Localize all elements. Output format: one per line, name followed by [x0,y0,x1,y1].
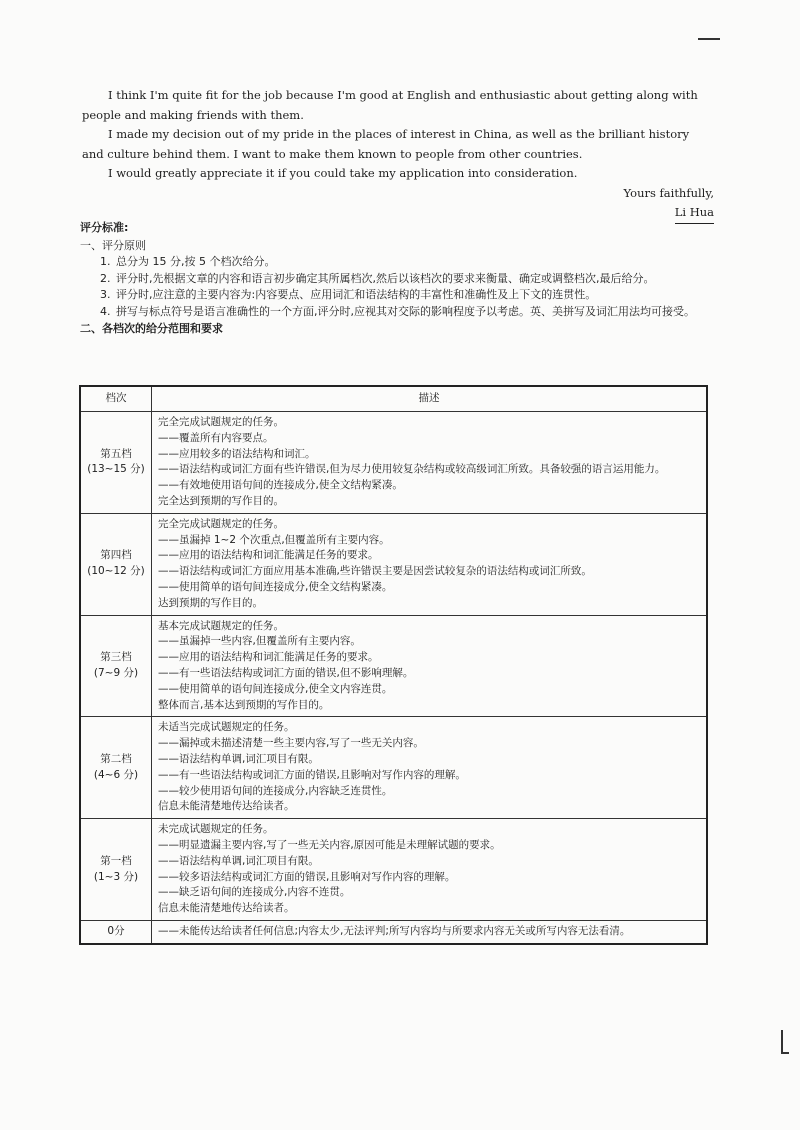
principles-list [80,254,716,320]
description-line: 未完成试题规定的任务。 [158,823,274,836]
description-line: ——有一些语法结构或词汇方面的错误,且影响对写作内容的理解。 [158,768,466,781]
principle-item: 3. 评分时,应注意的主要内容为:内容要点、应用词汇和语法结构的丰富性和准确性及上下文的连贯性。 [114,287,716,304]
description-line: ——有效地使用语句间的连接成分,使全文结构紧凑。 [158,479,403,492]
description-line: 完全达到预期的写作目的。 [158,494,284,507]
level-range: (13~15 分) [87,463,145,476]
table-header-row [80,386,707,412]
letter-closing: Yours faithfully, [623,185,714,200]
level-range: (1~3 分) [93,870,139,883]
sample-letter [82,86,714,224]
level-range: (10~12 分) [87,565,145,578]
description-line: ——应用的语法结构和词汇能满足任务的要求。 [158,549,379,562]
description-cell [152,513,708,615]
letter-signature: Li Hua [675,203,714,224]
grading-table [79,385,708,945]
description-line: ——应用较多的语法结构和词汇。 [158,447,316,460]
description-line: ——较少使用语句间的连接成分,内容缺乏连贯性。 [158,784,393,797]
description-line: ——使用简单的语句间连接成分,使全文结构紧凑。 [158,580,393,593]
level-name: 第四档 [100,549,132,562]
description-line: ——虽漏掉一些内容,但覆盖所有主要内容。 [158,635,361,648]
level-name: 第五档 [100,447,132,460]
level-name: 第三档 [100,651,132,664]
level-cell [80,717,152,819]
description-line: ——覆盖所有内容要点。 [158,431,274,444]
table-row [80,920,707,943]
description-line: 完全完成试题规定的任务。 [158,517,284,530]
level-cell [80,920,152,943]
description-line: ——漏掉或未描述清楚一些主要内容,写了一些无关内容。 [158,737,424,750]
level-cell [80,412,152,514]
description-line: 信息未能清楚地传达给读者。 [158,800,295,813]
description-line: 基本完成试题规定的任务。 [158,619,284,632]
table-row [80,717,707,819]
level-name: 0分 [107,924,125,937]
level-range: (4~6 分) [93,768,139,781]
page-edge-mark [781,1030,789,1054]
description-cell [152,412,708,514]
letter-paragraph: I think I'm quite fit for the job because I'm good at English and enthusiastic about getting along with people and making friends with them. [82,88,698,122]
description-line: ——缺乏语句间的连接成分,内容不连贯。 [158,886,351,899]
table-row [80,513,707,615]
page-corner-mark [698,38,720,40]
description-cell [152,819,708,921]
description-line: ——应用的语法结构和词汇能满足任务的要求。 [158,651,379,664]
description-line: ——明显遗漏主要内容,写了一些无关内容,原因可能是未理解试题的要求。 [158,838,501,851]
section-levels-title: 二、各档次的给分范围和要求 [80,322,223,335]
header-level: 档次 [80,386,152,412]
description-line: 信息未能清楚地传达给读者。 [158,902,295,915]
description-line: ——语法结构单调,词汇项目有限。 [158,854,319,867]
description-line: 未适当完成试题规定的任务。 [158,721,295,734]
description-line: ——语法结构或词汇方面应用基本准确,些许错误主要是因尝试较复杂的语法结构或词汇所致。 [158,565,592,578]
principle-item: 4. 拼写与标点符号是语言准确性的一个方面,评分时,应视其对交际的影响程度予以考虑。英、美拼写及词汇用法均可接受。 [114,304,716,321]
description-line: ——未能传达给读者任何信息;内容太少,无法评判;所写内容均与所要求内容无关或所写内容无法看清。 [158,924,631,937]
description-line: 达到预期的写作目的。 [158,596,263,609]
level-range: (7~9 分) [93,666,139,679]
letter-paragraph: I made my decision out of my pride in the places of interest in China, as well as the brilliant history and culture behind them. I want to make them known to people from other countries. [82,127,690,161]
description-cell [152,920,708,943]
description-line: ——使用简单的语句间连接成分,使全文内容连贯。 [158,682,393,695]
description-line: ——语法结构或词汇方面有些许错误,但为尽力使用较复杂结构或较高级词汇所致。具备较强的语言运用能力。 [158,463,666,476]
level-cell [80,513,152,615]
description-cell [152,615,708,717]
table-row [80,412,707,514]
section-principles-title: 一、评分原则 [80,238,146,252]
level-cell [80,615,152,717]
description-line: 完全完成试题规定的任务。 [158,416,284,428]
level-cell [80,819,152,921]
principle-item: 2. 评分时,先根据文章的内容和语言初步确定其所属档次,然后以该档次的要求来衡量、确定或调整档次,最后给分。 [114,271,716,288]
table-row [80,819,707,921]
description-line: ——较多语法结构或词汇方面的错误,且影响对写作内容的理解。 [158,870,456,883]
description-line: ——虽漏掉 1~2 个次重点,但覆盖所有主要内容。 [158,533,390,546]
level-name: 第一档 [100,854,132,867]
letter-paragraph: I would greatly appreciate it if you could take my application into consideration. [108,166,578,180]
table-row [80,615,707,717]
header-description: 描述 [152,386,708,412]
description-line: 整体而言,基本达到预期的写作目的。 [158,698,330,711]
principle-item: 1. 总分为 15 分,按 5 个档次给分。 [114,254,716,271]
scoring-criteria [80,220,716,338]
description-line: ——有一些语法结构或词汇方面的错误,但不影响理解。 [158,666,414,679]
level-name: 第二档 [100,752,132,765]
criteria-heading: 评分标准: [80,221,129,234]
description-cell [152,717,708,819]
description-line: ——语法结构单调,词汇项目有限。 [158,752,319,765]
